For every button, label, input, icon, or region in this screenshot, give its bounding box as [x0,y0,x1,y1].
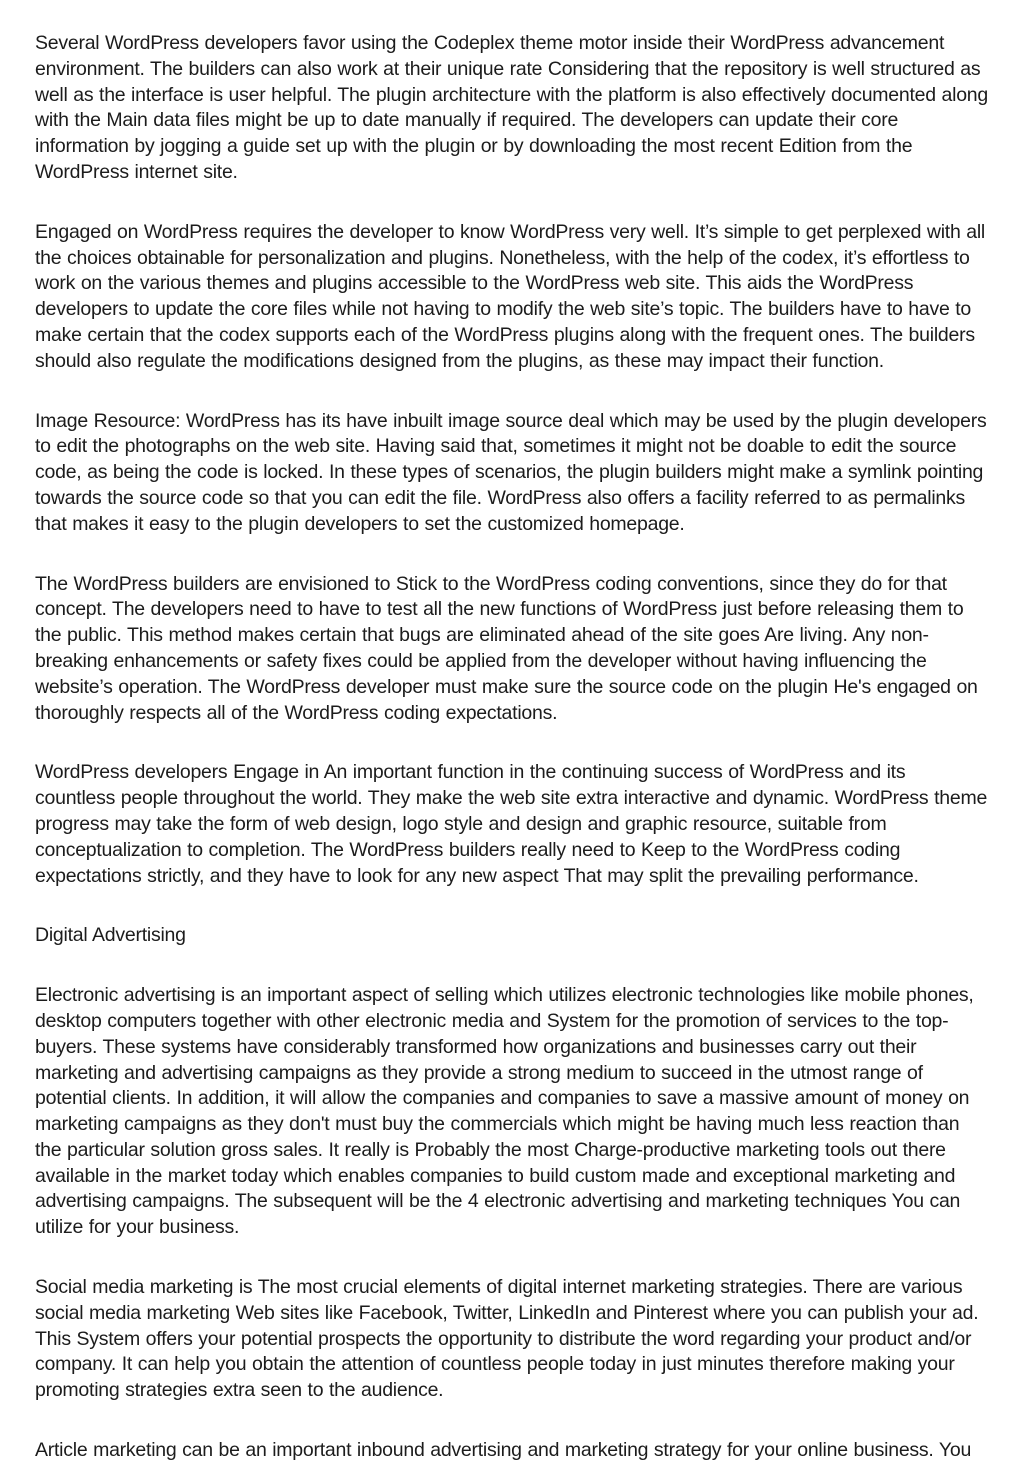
paragraph-engaged-on-wordpress: Engaged on WordPress requires the developer to know WordPress very well. It’s simple to get perplexed with all the choices obtainable for personalization and plugins. Nonetheless, with the help of the codex, it’s effortless to work on the various themes and plugins accessible to the WordPress web site. This aids the WordPress developers to update the core files while not having to modify the web site’s topic. The builders have to have to make certain that the codex supports each of the WordPress plugins along with the frequent ones. The builders should also regulate the modifications designed from the plugins, as these may impact their function. [35,220,985,372]
heading-digital-advertising: Digital Advertising [35,924,186,947]
paragraph-image-resource: Image Resource: WordPress has its have inbuilt image source deal which may be used by the plugin developers to edit the photographs on the web site. Having said that, sometimes it might not be doable to edit the source code, as being the code is locked. In these types of scenarios, the plugin builders might make a symlink pointing towards the source code so that you can edit the file. WordPress also offers a facility referred to as permalinks that makes it easy to the plugin developers to set the customized homepage. [35,409,987,535]
paragraph-electronic-advertising: Electronic advertising is an important aspect of selling which utilizes electronic technologies like mobile phones, desktop computers together with other electronic media and System for the promotion of services to the top-buyers. These systems have considerably transformed how organizations and businesses carry out their marketing and advertising campaigns as they provide a strong medium to succeed in the utmost range of potential clients. In addition, it will allow the companies and companies to save a massive amount of money on marketing campaigns as they don't must buy the commercials which might be having much less reaction than the particular solution gross sales. It really is Probably the most Charge-productive marketing tools out there available in the market today which enables companies to build custom made and exceptional marketing and advertising campaigns. The subsequent will be the 4 electronic advertising and marketing techniques You can utilize for your business. [35,984,974,1239]
paragraph-coding-conventions: The WordPress builders are envisioned to Stick to the WordPress coding conventions, since they do for that concept. The developers need to have to test all the new functions of WordPress just before releasing them to the public. This method makes certain that bugs are eliminated ahead of the site goes Are living. Any non-breaking enhancements or safety fixes could be applied from the developer without having influencing the website’s operation. The WordPress developer must make sure the source code on the plugin He's engaged on thoroughly respects all of the WordPress coding expectations. [35,572,978,724]
paragraph-social-media-marketing: Social media marketing is The most crucial elements of digital internet marketing strategies. There are various social media marketing Web sites like Facebook, Twitter, LinkedIn and Pinterest where you can publish your ad. This System offers your potential prospects the opportunity to distribute the word regarding your product and/or company. It can help you obtain the attention of countless people today in just minutes therefore making your promoting strategies extra seen to the audience. [35,1276,979,1402]
paragraph-article-marketing: Article marketing can be an important inbound advertising and marketing strategy for your online business. You [35,1439,972,1462]
paragraph-wordpress-developers-role: WordPress developers Engage in An important function in the continuing success of WordPress and its countless people throughout the world. They make the web site extra interactive and dynamic. WordPress theme progress may take the form of web design, logo style and design and graphic resource, suitable from conceptualization to completion. The WordPress builders really need to Keep to the WordPress coding expectations strictly, and they have to look for any new aspect That may split the prevailing performance. [35,761,988,887]
document-body [35,31,991,1464]
paragraph-wordpress-codeplex: Several WordPress developers favor using the Codeplex theme motor inside their WordPress advancement environment. The builders can also work at their unique rate Considering that the repository is well structured as well as the interface is user helpful. The plugin architecture with the platform is also effectively documented along with the Main data files might be up to date manually if required. The developers can update their core information by jogging a guide set up with the plugin or by downloading the most recent Edition from the WordPress internet site. [35,32,988,183]
